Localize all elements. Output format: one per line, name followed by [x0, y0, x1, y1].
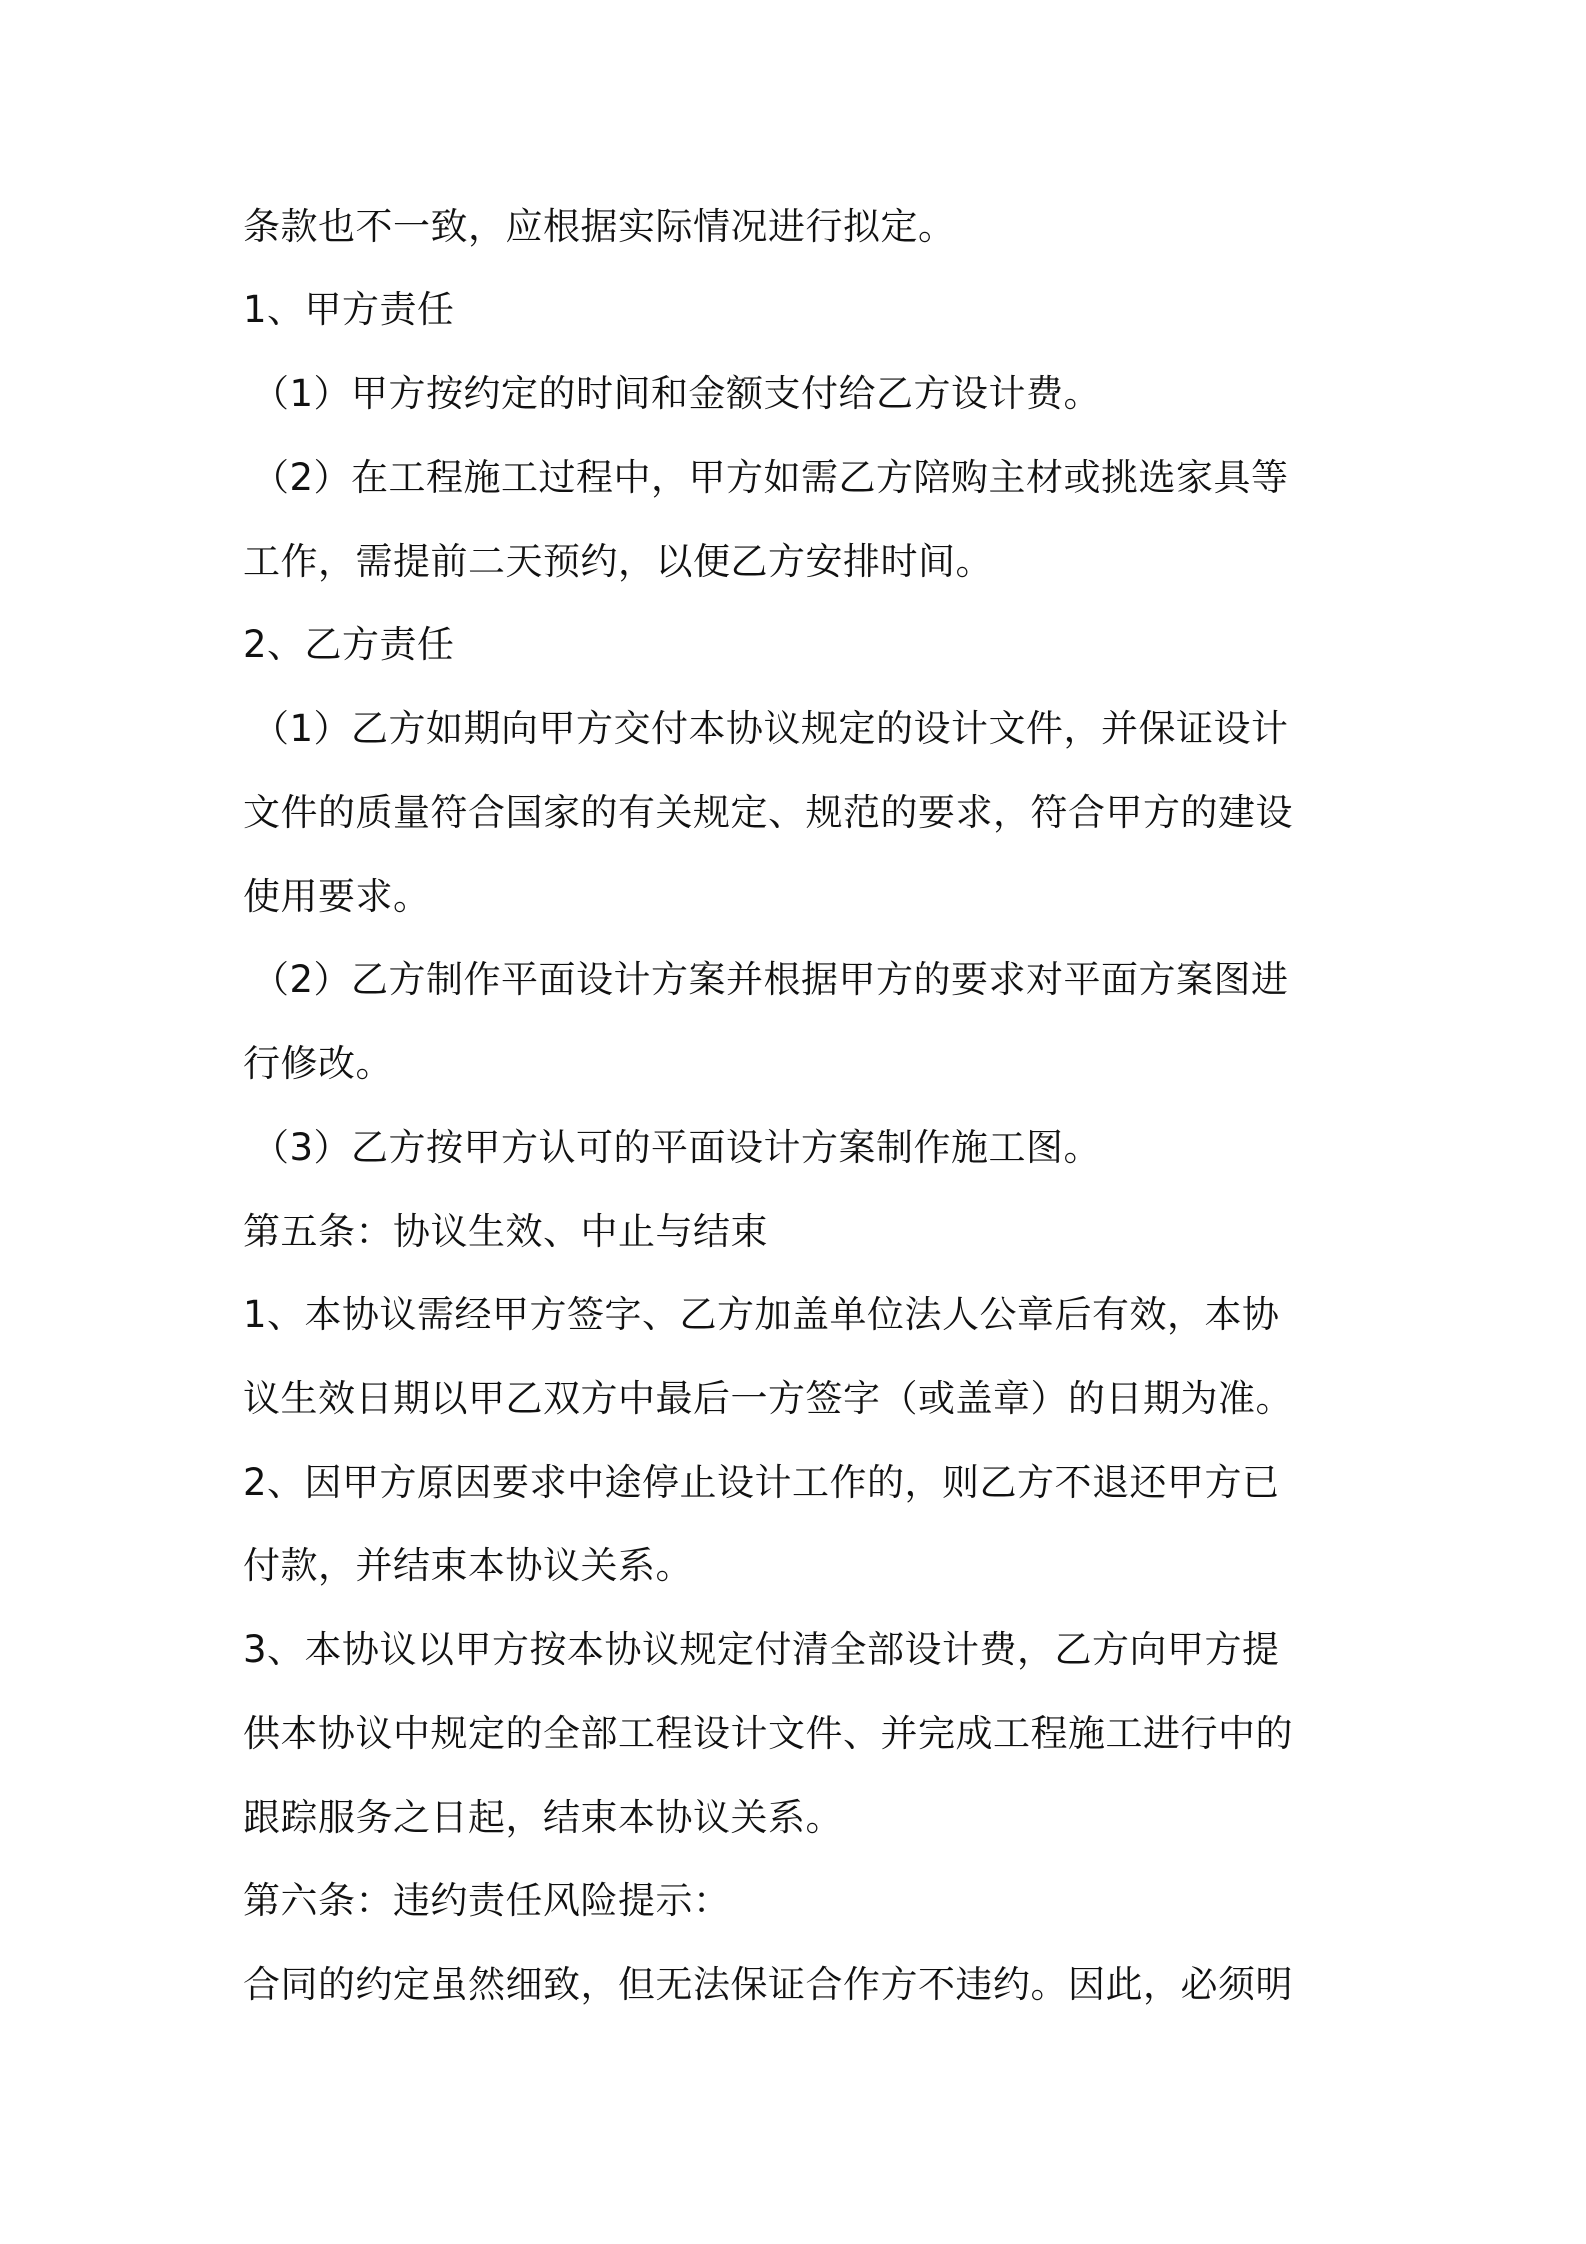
section-heading: 1、甲方责任: [243, 288, 455, 331]
article-heading: 第五条：协议生效、中止与结束: [243, 1210, 768, 1253]
text-line: （2）在工程施工过程中，甲方如需乙方陪购主材或挑选家具等: [252, 456, 1289, 499]
text-line: 合同的约定虽然细致，但无法保证合作方不违约。因此，必须明: [243, 1963, 1293, 2006]
text-line: 付款，并结束本协议关系。: [243, 1544, 693, 1587]
text-line: 条款也不一致，应根据实际情况进行拟定。: [243, 205, 956, 248]
text-line: 行修改。: [243, 1042, 393, 1085]
text-line: （1）乙方如期向甲方交付本协议规定的设计文件，并保证设计: [252, 707, 1289, 750]
text-line: 1、本协议需经甲方签字、乙方加盖单位法人公章后有效，本协: [243, 1293, 1280, 1336]
text-line: 跟踪服务之日起，结束本协议关系。: [243, 1796, 843, 1839]
text-line: （3）乙方按甲方认可的平面设计方案制作施工图。: [252, 1126, 1102, 1169]
text-line: 供本协议中规定的全部工程设计文件、并完成工程施工进行中的: [243, 1712, 1293, 1755]
text-line: 议生效日期以甲乙双方中最后一方签字（或盖章）的日期为准。: [243, 1377, 1293, 1420]
text-line: 工作，需提前二天预约，以便乙方安排时间。: [243, 540, 993, 583]
text-line: 3、本协议以甲方按本协议规定付清全部设计费，乙方向甲方提: [243, 1628, 1280, 1671]
text-line: （1）甲方按约定的时间和金额支付给乙方设计费。: [252, 372, 1102, 415]
section-heading: 2、乙方责任: [243, 623, 455, 666]
article-heading: 第六条：违约责任风险提示：: [243, 1879, 731, 1922]
text-line: （2）乙方制作平面设计方案并根据甲方的要求对平面方案图进: [252, 958, 1289, 1001]
text-line: 2、因甲方原因要求中途停止设计工作的，则乙方不退还甲方已: [243, 1461, 1280, 1504]
text-line: 使用要求。: [243, 875, 431, 918]
text-line: 文件的质量符合国家的有关规定、规范的要求，符合甲方的建设: [243, 791, 1293, 834]
